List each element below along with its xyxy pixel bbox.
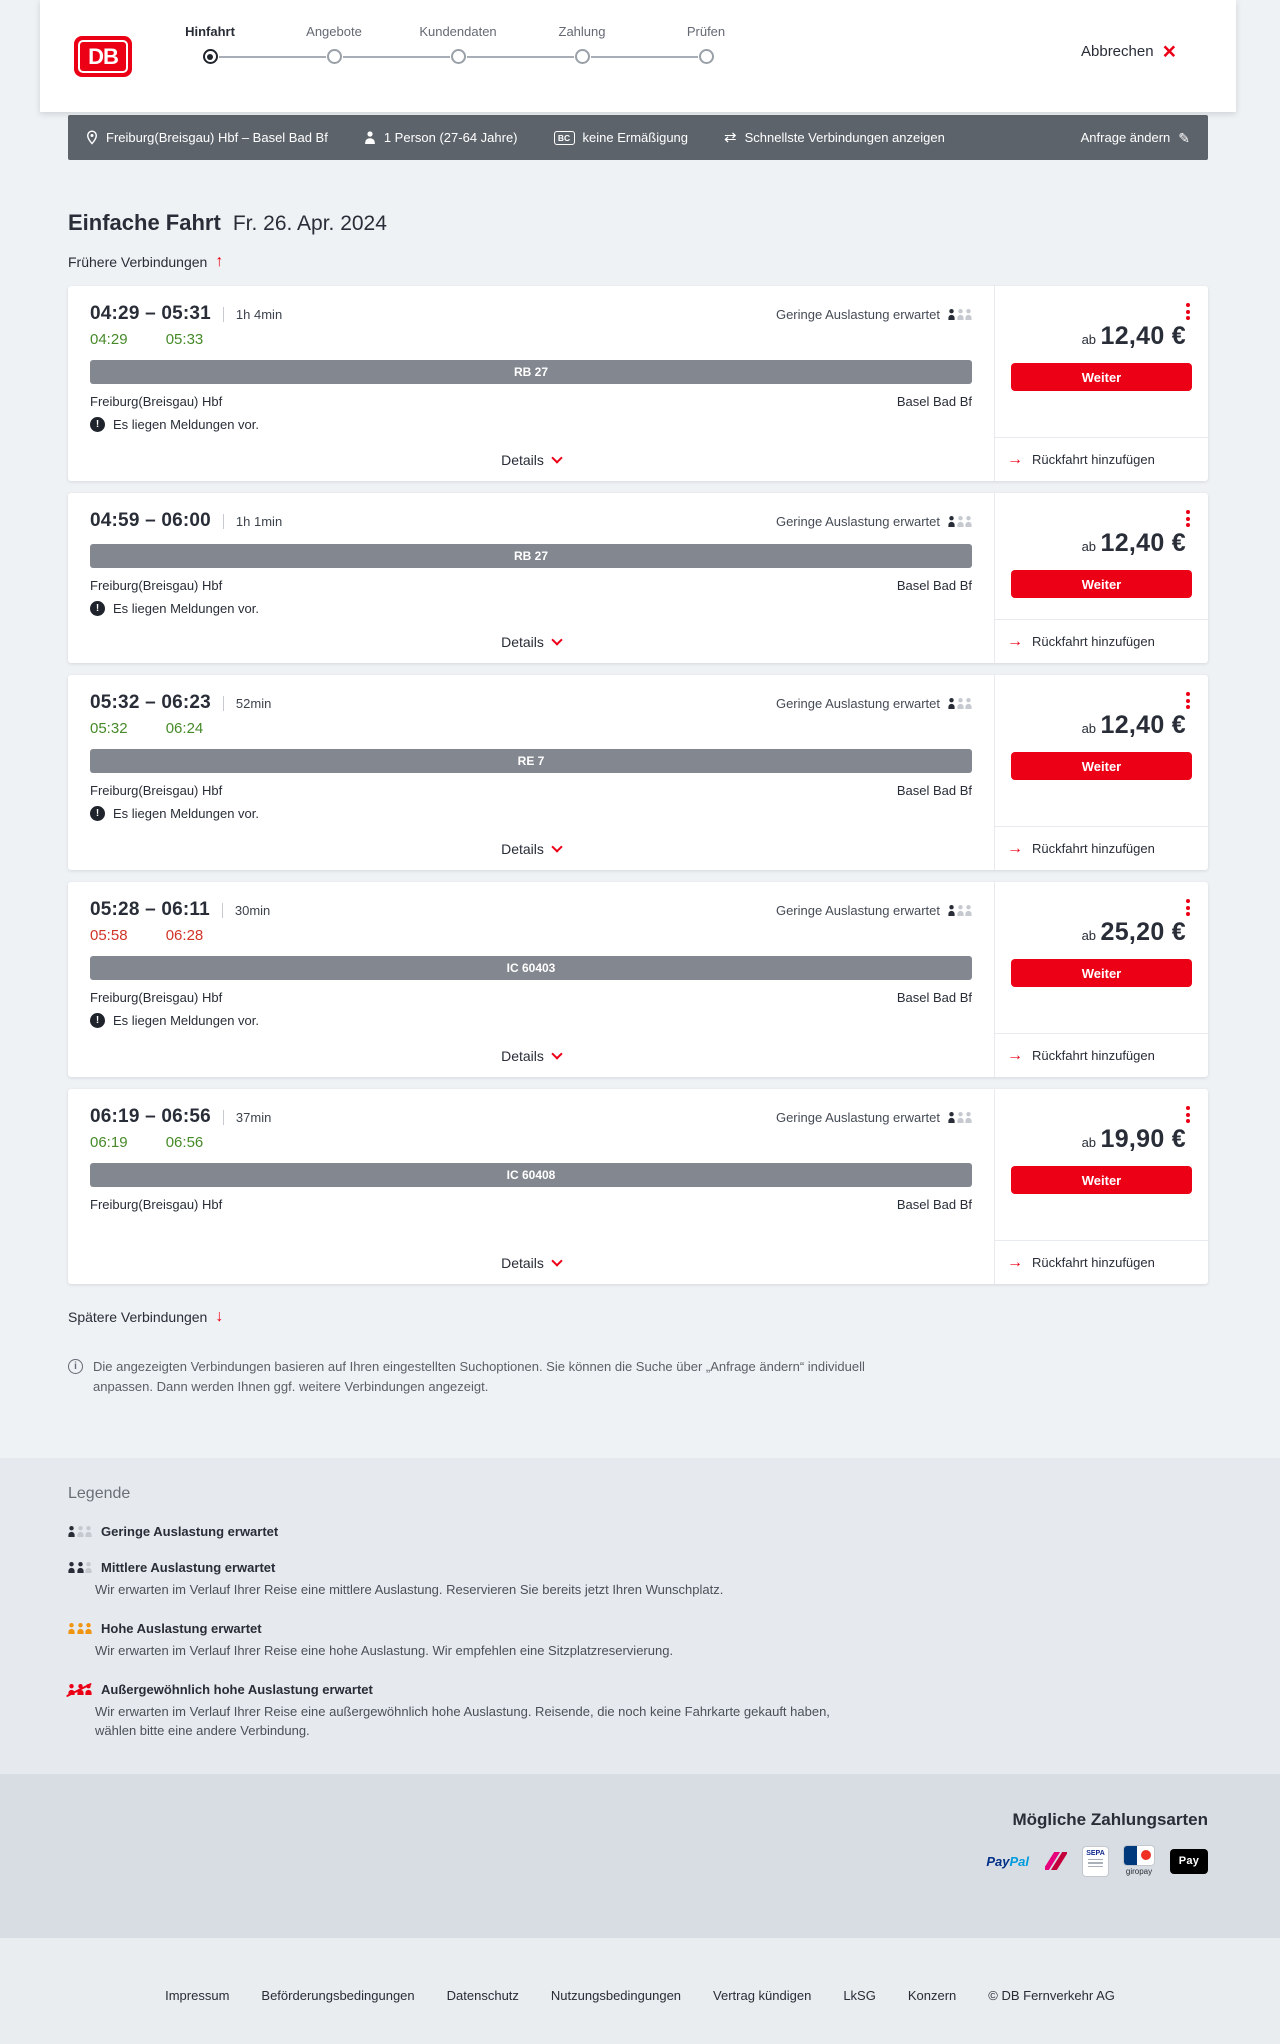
realtime-departure: 05:32	[90, 720, 128, 737]
connection-duration: 1h 1min	[235, 514, 283, 529]
connection-card	[68, 493, 1208, 663]
destination-station: Basel Bad Bf	[896, 990, 972, 1005]
stations-row	[90, 990, 972, 1005]
legend-item-label: Hohe Auslastung erwartet	[101, 1620, 262, 1636]
connection-card	[68, 1089, 1208, 1284]
occupancy-icon	[948, 516, 972, 527]
legend-item-medium	[68, 1560, 1208, 1600]
origin-station: Freiburg(Breisgau) Hbf	[90, 394, 223, 409]
realtime-departure: 06:19	[90, 1134, 128, 1151]
train-label-bar: RB 27	[90, 544, 972, 568]
page-footer	[0, 1938, 1280, 2044]
add-return-button[interactable]	[1007, 840, 1155, 858]
price-line	[1011, 918, 1192, 947]
db-logo	[74, 36, 132, 77]
add-return-button[interactable]	[1007, 1254, 1155, 1272]
details-button[interactable]	[501, 1255, 561, 1271]
occupancy-indicator	[776, 307, 972, 322]
connection-details-area	[68, 1089, 994, 1284]
connection-times: 05:28 – 06:11	[90, 899, 210, 920]
legend-item-description: Wir erwarten im Verlauf Ihrer Reise eine außergewöhnlich hohe Auslastung. Reisende, die noch keine Fahrkarte gekauft haben, wählen bitte eine andere Verbindung.	[95, 1703, 830, 1738]
warning-row	[90, 601, 972, 616]
destination-station: Basel Bad Bf	[896, 578, 972, 593]
close-icon: ×	[1162, 38, 1176, 64]
details-label: Details	[501, 634, 544, 650]
add-return-button[interactable]	[1007, 633, 1155, 651]
legend-item-low	[68, 1524, 1208, 1539]
realtime-arrival: 06:24	[165, 720, 204, 737]
occupancy-icon	[948, 1112, 972, 1123]
search-info-note	[68, 1357, 1208, 1396]
price-value: 19,90 €	[1100, 1125, 1186, 1153]
warning-text: Es liegen Meldungen vor.	[113, 806, 259, 821]
apple-pay-icon: Pay	[1170, 1849, 1208, 1874]
step-label: Prüfen	[686, 24, 726, 39]
connection-card	[68, 675, 1208, 870]
realtime-row	[90, 927, 972, 944]
realtime-row	[90, 1134, 972, 1151]
price-line	[1011, 711, 1192, 740]
connection-times: 05:32 – 06:23	[90, 692, 211, 713]
step-dot-icon	[203, 49, 218, 64]
legend-item-high	[68, 1621, 1208, 1661]
chevron-down-icon	[551, 841, 562, 852]
occupancy-icon	[948, 309, 972, 320]
location-pin-icon	[86, 130, 98, 145]
legend-item-label: Geringe Auslastung erwartet	[101, 1524, 279, 1539]
details-button[interactable]	[501, 452, 561, 468]
search-info-text: Die angezeigten Verbindungen basieren auf Ihren eingestellten Suchoptionen. Sie können die Suche über „Anfrage ändern“ individuell anpassen. Dann werden Ihnen ggf. weitere Verbindungen angezeigt.	[93, 1359, 865, 1394]
weiter-button[interactable]: Weiter	[1011, 1166, 1192, 1194]
giropay-icon: giropay	[1124, 1846, 1154, 1876]
step-label: Hinfahrt	[185, 24, 235, 39]
warning-text: Es liegen Meldungen vor.	[113, 417, 259, 432]
arrow-right-icon: →	[1007, 839, 1023, 857]
arrow-down-icon: ↓	[215, 1308, 224, 1325]
later-connections-link[interactable]	[68, 1308, 223, 1326]
details-label: Details	[501, 1048, 544, 1064]
occupancy-high-icon	[68, 1623, 92, 1634]
price-panel	[994, 493, 1208, 663]
occupancy-icon	[948, 698, 972, 709]
add-return-button[interactable]	[1007, 451, 1155, 469]
price-prefix: ab	[1081, 332, 1097, 347]
earlier-connections-label: Frühere Verbindungen	[68, 254, 208, 270]
page-title: Einfache Fahrt	[68, 210, 221, 235]
train-label-bar: RE 7	[90, 749, 972, 773]
separator	[223, 696, 224, 711]
train-label-bar: RB 27	[90, 360, 972, 384]
chevron-down-icon	[551, 452, 562, 463]
price-panel	[994, 675, 1208, 870]
stations-row	[90, 783, 972, 798]
legend-item-label: Außergewöhnlich hohe Auslastung erwartet	[101, 1681, 373, 1697]
legend-item-label: Mittlere Auslastung erwartet	[101, 1560, 276, 1575]
weiter-button[interactable]: Weiter	[1011, 752, 1192, 780]
weiter-button[interactable]: Weiter	[1011, 959, 1192, 987]
swap-arrows-icon: ⇄	[724, 129, 737, 146]
occupancy-indicator	[776, 514, 972, 529]
connection-details-area	[68, 675, 994, 870]
separator	[222, 903, 223, 918]
connection-times: 04:59 – 06:00	[90, 510, 211, 531]
earlier-connections-link[interactable]	[68, 253, 223, 271]
step-label: Angebote	[306, 24, 362, 39]
top-header	[40, 0, 1236, 112]
edit-search-button[interactable]	[1081, 130, 1190, 145]
occupancy-extreme-icon	[68, 1684, 92, 1695]
connection-list	[68, 286, 1208, 1284]
realtime-departure: 05:58	[90, 927, 128, 944]
details-button[interactable]	[501, 634, 561, 650]
legend-item-description: Wir erwarten im Verlauf Ihrer Reise eine hohe Auslastung. Wir empfehlen eine Sitzplatzreservierung.	[95, 1642, 674, 1658]
kebab-menu-button[interactable]	[1183, 507, 1193, 530]
chevron-down-icon	[551, 1048, 562, 1059]
route-summary	[86, 130, 328, 145]
price-prefix: ab	[1081, 539, 1097, 554]
warning-row	[90, 1013, 972, 1028]
footer-link[interactable]: Impressum	[165, 1987, 230, 2003]
arrow-right-icon: →	[1007, 1253, 1023, 1271]
travelers-summary	[364, 130, 518, 145]
sort-option[interactable]	[724, 130, 945, 145]
step-label: Zahlung	[558, 24, 606, 39]
destination-station: Basel Bad Bf	[896, 394, 972, 409]
details-button[interactable]	[501, 1048, 561, 1064]
price-line	[1011, 322, 1192, 351]
add-return-button[interactable]	[1007, 1047, 1155, 1065]
step-dot-icon	[451, 49, 466, 64]
realtime-arrival: 06:28	[165, 927, 204, 944]
add-return-label: Rückfahrt hinzufügen	[1032, 1048, 1155, 1063]
step-kundendaten[interactable]	[396, 24, 520, 66]
step-prüfen[interactable]	[644, 24, 768, 66]
person-icon	[364, 131, 376, 144]
cancel-label: Abbrechen	[1081, 42, 1154, 60]
price-panel	[994, 882, 1208, 1077]
price-value: 12,40 €	[1100, 529, 1186, 557]
warning-row	[90, 417, 972, 432]
edit-search-label: Anfrage ändern	[1080, 130, 1171, 145]
chevron-down-icon	[551, 634, 562, 645]
price-value: 25,20 €	[1100, 918, 1186, 946]
kebab-menu-button[interactable]	[1183, 896, 1193, 919]
later-connections-label: Spätere Verbindungen	[68, 1309, 208, 1325]
destination-station: Basel Bad Bf	[896, 783, 972, 798]
cancel-button[interactable]	[1081, 38, 1176, 64]
connection-details-area	[68, 493, 994, 663]
db-logo-text: DB	[88, 43, 118, 69]
price-value: 12,40 €	[1100, 322, 1186, 350]
bahncard-icon: BC	[554, 131, 575, 145]
occupancy-indicator	[776, 1110, 972, 1125]
stations-row	[90, 1197, 972, 1212]
connection-duration: 30min	[234, 903, 271, 918]
occupancy-label: Geringe Auslastung erwartet	[775, 307, 940, 322]
price-line	[1011, 529, 1192, 558]
route-text: Freiburg(Breisgau) Hbf – Basel Bad Bf	[106, 130, 328, 145]
warning-text: Es liegen Meldungen vor.	[113, 1013, 259, 1028]
legend-item-description: Wir erwarten im Verlauf Ihrer Reise eine mittlere Auslastung. Reservieren Sie bereits jetzt Ihren Wunschplatz.	[95, 1582, 724, 1597]
connection-duration: 52min	[235, 696, 272, 711]
price-prefix: ab	[1081, 1135, 1097, 1150]
connection-duration: 37min	[235, 1110, 272, 1125]
legend-items	[68, 1524, 1208, 1740]
occupancy-medium-icon	[68, 1562, 92, 1573]
add-return-label: Rückfahrt hinzufügen	[1032, 452, 1155, 467]
step-dot-icon	[575, 49, 590, 64]
arrow-right-icon: →	[1007, 632, 1023, 650]
connection-times: 04:29 – 05:31	[90, 303, 211, 324]
occupancy-label: Geringe Auslastung erwartet	[775, 1110, 940, 1125]
step-zahlung[interactable]	[520, 24, 644, 66]
paypal-icon: PayPal	[986, 1853, 1029, 1869]
connection-times: 06:19 – 06:56	[90, 1106, 211, 1127]
pencil-icon: ✎	[1178, 129, 1190, 146]
add-return-label: Rückfahrt hinzufügen	[1032, 1255, 1155, 1270]
footer-link[interactable]: Datenschutz	[446, 1987, 519, 2003]
warning-icon: !	[90, 806, 105, 821]
add-return-label: Rückfahrt hinzufügen	[1032, 841, 1155, 856]
details-label: Details	[501, 452, 544, 468]
payments-title: Mögliche Zahlungsarten	[1012, 1810, 1208, 1830]
realtime-departure: 04:29	[90, 331, 128, 348]
footer-link[interactable]: Konzern	[907, 1987, 957, 2003]
warning-icon: !	[90, 601, 105, 616]
payment-methods	[68, 1846, 1208, 1876]
weiter-button[interactable]: Weiter	[1011, 363, 1192, 391]
footer-links	[165, 1988, 1115, 2003]
price-panel	[994, 286, 1208, 481]
results-main	[68, 210, 1208, 1396]
separator	[223, 514, 224, 529]
travel-date: Fr. 26. Apr. 2024	[232, 212, 387, 235]
occupancy-low-icon	[68, 1526, 92, 1537]
legend-title: Legende	[68, 1485, 131, 1502]
connection-details-area	[68, 882, 994, 1077]
step-hinfahrt[interactable]	[148, 24, 272, 66]
price-prefix: ab	[1081, 928, 1097, 943]
details-label: Details	[501, 841, 544, 857]
origin-station: Freiburg(Breisgau) Hbf	[90, 990, 223, 1005]
copyright-text: © DB Fernverkehr AG	[988, 1987, 1115, 2003]
sort-option-text: Schnellste Verbindungen anzeigen	[744, 130, 945, 145]
legend-section	[0, 1458, 1280, 1774]
search-summary-bar	[68, 115, 1208, 160]
destination-station: Basel Bad Bf	[896, 1197, 972, 1212]
discount-text: keine Ermäßigung	[582, 130, 689, 145]
origin-station: Freiburg(Breisgau) Hbf	[90, 1197, 223, 1212]
legend-item-extreme	[68, 1682, 1208, 1741]
results-title-row	[68, 210, 1208, 236]
price-line	[1011, 1125, 1192, 1154]
occupancy-indicator	[776, 903, 972, 918]
checkout-stepper	[148, 24, 768, 66]
discount-summary	[554, 130, 689, 145]
footer-link[interactable]: Nutzungsbedingungen	[550, 1987, 682, 2003]
arrow-right-icon: →	[1007, 450, 1023, 468]
kebab-menu-button[interactable]	[1183, 1103, 1193, 1126]
details-button[interactable]	[501, 841, 561, 857]
occupancy-label: Geringe Auslastung erwartet	[775, 514, 940, 529]
occupancy-label: Geringe Auslastung erwartet	[775, 903, 940, 918]
footer-link[interactable]: LkSG	[843, 1987, 876, 2003]
add-return-label: Rückfahrt hinzufügen	[1032, 634, 1155, 649]
price-prefix: ab	[1081, 721, 1097, 736]
arrow-up-icon: ↑	[215, 253, 224, 270]
separator	[223, 1110, 224, 1125]
step-dot-icon	[327, 49, 342, 64]
occupancy-icon	[948, 905, 972, 916]
origin-station: Freiburg(Breisgau) Hbf	[90, 578, 223, 593]
occupancy-indicator	[776, 696, 972, 711]
sepa-lastschrift-icon: SEPA	[1083, 1847, 1108, 1876]
warning-icon: !	[90, 417, 105, 432]
info-icon: i	[68, 1359, 83, 1374]
realtime-row	[90, 331, 972, 348]
footer-link[interactable]: Vertrag kündigen	[713, 1987, 812, 2003]
chevron-down-icon	[551, 1255, 562, 1266]
realtime-arrival: 05:33	[165, 331, 204, 348]
step-angebote[interactable]	[272, 24, 396, 66]
origin-station: Freiburg(Breisgau) Hbf	[90, 783, 223, 798]
warning-row	[90, 806, 972, 821]
warning-icon: !	[90, 1013, 105, 1028]
step-label: Kundendaten	[419, 24, 497, 39]
payments-section	[0, 1774, 1280, 1938]
credit-card-icon	[1045, 1852, 1067, 1870]
travelers-text: 1 Person (27-64 Jahre)	[383, 130, 518, 145]
separator	[223, 307, 224, 322]
footer-link[interactable]: Beförderungsbedingungen	[261, 1987, 415, 2003]
realtime-row	[90, 720, 972, 737]
stations-row	[90, 394, 972, 409]
realtime-arrival: 06:56	[165, 1134, 204, 1151]
arrow-right-icon: →	[1007, 1046, 1023, 1064]
train-label-bar: IC 60403	[90, 956, 972, 980]
details-label: Details	[501, 1255, 544, 1271]
stations-row	[90, 578, 972, 593]
connection-card	[68, 882, 1208, 1077]
kebab-menu-button[interactable]	[1183, 689, 1193, 712]
step-dot-icon	[699, 49, 714, 64]
price-value: 12,40 €	[1100, 711, 1186, 739]
connection-card	[68, 286, 1208, 481]
price-panel	[994, 1089, 1208, 1284]
connection-details-area	[68, 286, 994, 481]
weiter-button[interactable]: Weiter	[1011, 570, 1192, 598]
connection-duration: 1h 4min	[235, 307, 283, 322]
occupancy-label: Geringe Auslastung erwartet	[775, 696, 940, 711]
warning-text: Es liegen Meldungen vor.	[113, 601, 259, 616]
train-label-bar: IC 60408	[90, 1163, 972, 1187]
kebab-menu-button[interactable]	[1183, 300, 1193, 323]
